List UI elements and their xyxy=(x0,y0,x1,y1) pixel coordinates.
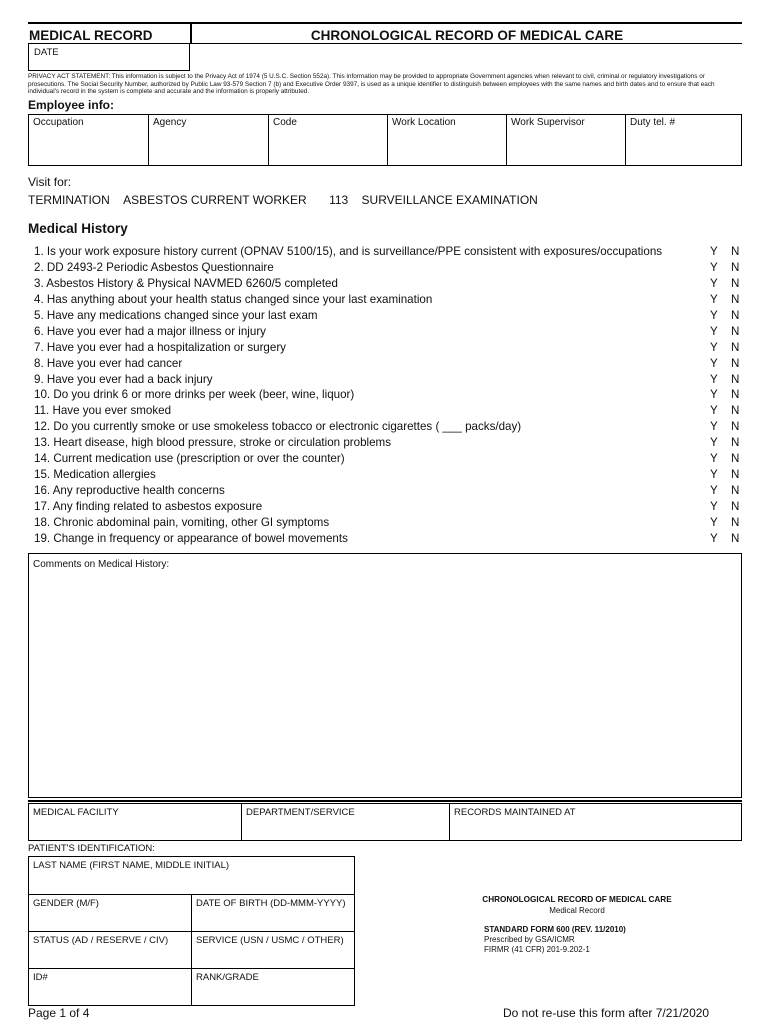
status-field[interactable] xyxy=(29,932,192,968)
medical-history-row xyxy=(34,276,744,292)
medical-facility-label: MEDICAL FACILITY xyxy=(33,807,119,818)
id-label: ID# xyxy=(33,972,48,983)
prescribed-by: Prescribed by GSA/ICMR xyxy=(484,935,575,944)
date-label: DATE xyxy=(34,47,59,58)
medical-history-row xyxy=(34,403,744,419)
patient-identification-table xyxy=(28,856,355,1006)
comments-field[interactable] xyxy=(28,553,742,798)
last-name-row xyxy=(29,857,354,895)
code-field[interactable] xyxy=(269,115,388,165)
occupation-field[interactable] xyxy=(29,115,149,165)
form-info-block xyxy=(472,895,682,954)
yes-option[interactable]: Y xyxy=(710,500,718,513)
medical-history-row xyxy=(34,260,744,276)
medical-history-row xyxy=(34,515,744,531)
no-option[interactable]: N xyxy=(731,436,740,450)
id-field[interactable] xyxy=(29,969,192,1005)
question-text: 16. Any reproductive health concerns xyxy=(34,484,225,498)
yes-option[interactable]: Y xyxy=(710,484,718,498)
rank-field[interactable] xyxy=(192,969,259,1005)
form-info-subtitle: Medical Record xyxy=(549,906,605,915)
section-divider xyxy=(28,800,742,802)
question-text: 18. Chronic abdominal pain, vomiting, other GI symptoms xyxy=(34,515,330,529)
no-option[interactable]: N xyxy=(731,468,740,482)
no-option[interactable]: N xyxy=(731,245,740,258)
yes-option[interactable]: Y xyxy=(710,324,718,338)
no-option[interactable]: N xyxy=(731,452,740,466)
duty-tel-field[interactable] xyxy=(626,115,741,165)
service-field[interactable] xyxy=(192,932,344,968)
question-text: 6. Have you ever had a major illness or injury xyxy=(34,324,266,338)
gender-dob-row xyxy=(29,895,354,932)
medical-history-row xyxy=(34,244,744,260)
gender-label: GENDER (M/F) xyxy=(33,898,99,909)
yes-option[interactable]: Y xyxy=(710,340,718,354)
medical-history-row xyxy=(34,387,744,403)
no-option[interactable]: N xyxy=(731,515,740,529)
yes-option[interactable]: Y xyxy=(710,245,718,258)
no-option[interactable]: N xyxy=(731,388,740,402)
no-option[interactable]: N xyxy=(731,531,740,545)
question-text: 12. Do you currently smoke or use smokeless tobacco or electronic cigarettes ( ___ packs/day) xyxy=(34,420,522,434)
medical-history-row xyxy=(34,308,744,324)
no-option[interactable]: N xyxy=(731,484,740,498)
medical-record-title: MEDICAL RECORD xyxy=(28,22,190,44)
visit-option-termination[interactable]: TERMINATION xyxy=(28,193,110,207)
department-service-label: DEPARTMENT/SERVICE xyxy=(246,807,355,818)
status-service-row xyxy=(29,932,354,969)
question-text: 17. Any finding related to asbestos exposure xyxy=(34,500,263,513)
no-option[interactable]: N xyxy=(731,356,740,370)
date-field[interactable] xyxy=(28,43,190,71)
service-label: SERVICE (USN / USMC / OTHER) xyxy=(196,935,344,946)
question-text: 15. Medication allergies xyxy=(34,468,156,482)
yes-option[interactable]: Y xyxy=(710,372,718,386)
records-maintained-field[interactable] xyxy=(450,804,741,840)
header-divider xyxy=(190,43,742,44)
department-service-field[interactable] xyxy=(242,804,450,840)
yes-option[interactable]: Y xyxy=(710,292,718,306)
reuse-notice: Do not re-use this form after 7/21/2020 xyxy=(503,1006,710,1020)
page-number: Page 1 of 4 xyxy=(28,1006,90,1020)
yes-option[interactable]: Y xyxy=(710,308,718,322)
dob-field[interactable] xyxy=(192,895,346,931)
question-text: 8. Have you ever had cancer xyxy=(34,356,183,370)
medical-history-questions xyxy=(34,244,744,547)
agency-field[interactable] xyxy=(149,115,269,165)
medical-history-row xyxy=(34,340,744,356)
question-text: 13. Heart disease, high blood pressure, stroke or circulation problems xyxy=(34,436,392,450)
medical-history-row xyxy=(34,356,744,372)
yes-option[interactable]: Y xyxy=(710,452,718,466)
last-name-field[interactable] xyxy=(29,857,354,894)
no-option[interactable]: N xyxy=(731,372,740,386)
yes-option[interactable]: Y xyxy=(710,420,718,434)
no-option[interactable]: N xyxy=(731,500,740,513)
question-text: 7. Have you ever had a hospitalization or surgery xyxy=(34,340,286,354)
dob-label: DATE OF BIRTH (DD-MMM-YYYY) xyxy=(196,898,346,909)
visit-option-surveillance-examination[interactable]: SURVEILLANCE EXAMINATION xyxy=(361,193,538,207)
standard-form-number: STANDARD FORM 600 (REV. 11/2010) xyxy=(484,925,626,934)
medical-history-row xyxy=(34,372,744,388)
no-option[interactable]: N xyxy=(731,308,740,322)
code-label: Code xyxy=(273,117,297,128)
yes-option[interactable]: Y xyxy=(710,531,718,545)
records-maintained-label: RECORDS MAINTAINED AT xyxy=(454,807,576,818)
work-location-label: Work Location xyxy=(392,117,456,128)
question-text: 1. Is your work exposure history current (OPNAV 5100/15), and is surveillance/PPE consistent with exposures/occupations xyxy=(34,245,663,258)
gender-field[interactable] xyxy=(29,895,192,931)
question-text: 2. DD 2493-2 Periodic Asbestos Questionnaire xyxy=(34,260,274,274)
question-text: 5. Have any medications changed since your last exam xyxy=(34,308,318,322)
facility-table xyxy=(28,803,742,841)
status-label: STATUS (AD / RESERVE / CIV) xyxy=(33,935,169,946)
yes-option[interactable]: Y xyxy=(710,515,718,529)
visit-option-code[interactable]: 113 xyxy=(329,193,349,207)
medical-history-heading: Medical History xyxy=(28,221,128,236)
yes-option[interactable]: Y xyxy=(710,468,718,482)
id-rank-row xyxy=(29,969,354,1005)
visit-option-asbestos-current-worker[interactable]: ASBESTOS CURRENT WORKER xyxy=(123,193,307,207)
question-text: 10. Do you drink 6 or more drinks per week (beer, wine, liquor) xyxy=(34,388,355,402)
privacy-statement: PRIVACY ACT STATEMENT: This information is subject to the Privacy Act of 1974 (5 U.S.C. Section 552a). This information may be provided to appropriate Government agencies when relevant to civil, criminal or regulatory investigations or prosecutions. The Social Security Number, authorized by Public Law 93-579 Section 7 (b) and Executive Order 9397, is used as a unique identifier to distinguish between employees with the same names and birth dates and to ensure that each individual's record in the system is complete and accurate and the information is properly attributed. xyxy=(28,73,715,96)
question-text: 14. Current medication use (prescription or over the counter) xyxy=(34,452,345,466)
medical-history-row xyxy=(34,419,744,435)
yes-option[interactable]: Y xyxy=(710,276,718,290)
duty-tel-label: Duty tel. # xyxy=(630,117,676,128)
last-name-label: LAST NAME (FIRST NAME, MIDDLE INITIAL) xyxy=(33,860,230,871)
question-text: 4. Has anything about your health status changed since your last examination xyxy=(34,292,433,306)
form-title: CHRONOLOGICAL RECORD OF MEDICAL CARE xyxy=(190,22,742,44)
work-location-field[interactable] xyxy=(388,115,507,165)
visit-options xyxy=(28,193,538,207)
no-option[interactable]: N xyxy=(731,420,740,434)
medical-history-row xyxy=(34,499,744,515)
work-supervisor-label: Work Supervisor xyxy=(511,117,585,128)
work-supervisor-field[interactable] xyxy=(507,115,626,165)
medical-history-row xyxy=(34,467,744,483)
employee-info-heading: Employee info: xyxy=(28,98,115,112)
employee-info-table xyxy=(28,114,742,166)
medical-history-row xyxy=(34,531,744,547)
rank-label: RANK/GRADE xyxy=(196,972,259,983)
medical-history-row xyxy=(34,324,744,340)
medical-facility-field[interactable] xyxy=(29,804,242,840)
visit-for-label: Visit for: xyxy=(28,175,72,189)
yes-option[interactable]: Y xyxy=(710,356,718,370)
no-option[interactable]: N xyxy=(731,324,740,338)
no-option[interactable]: N xyxy=(731,292,740,306)
occupation-label: Occupation xyxy=(33,117,84,128)
yes-option[interactable]: Y xyxy=(710,260,718,274)
firmr-reference: FIRMR (41 CFR) 201-9.202-1 xyxy=(484,945,590,954)
comments-label: Comments on Medical History: xyxy=(33,559,170,570)
agency-label: Agency xyxy=(153,117,187,128)
form-info-title: CHRONOLOGICAL RECORD OF MEDICAL CARE xyxy=(482,895,672,904)
patient-identification-label: PATIENT'S IDENTIFICATION: xyxy=(28,843,155,854)
no-option[interactable]: N xyxy=(731,340,740,354)
medical-history-row xyxy=(34,483,744,499)
medical-history-row xyxy=(34,451,744,467)
question-text: 19. Change in frequency or appearance of bowel movements xyxy=(34,531,348,545)
no-option[interactable]: N xyxy=(731,276,740,290)
question-text: 11. Have you ever smoked xyxy=(34,404,172,418)
question-text: 9. Have you ever had a back injury xyxy=(34,372,213,386)
no-option[interactable]: N xyxy=(731,404,740,418)
medical-history-row xyxy=(34,435,744,451)
yes-option[interactable]: Y xyxy=(710,436,718,450)
question-text: 3. Asbestos History & Physical NAVMED 6260/5 completed xyxy=(34,276,338,290)
yes-option[interactable]: Y xyxy=(710,388,718,402)
yes-option[interactable]: Y xyxy=(710,404,718,418)
no-option[interactable]: N xyxy=(731,260,740,274)
medical-history-row xyxy=(34,292,744,308)
